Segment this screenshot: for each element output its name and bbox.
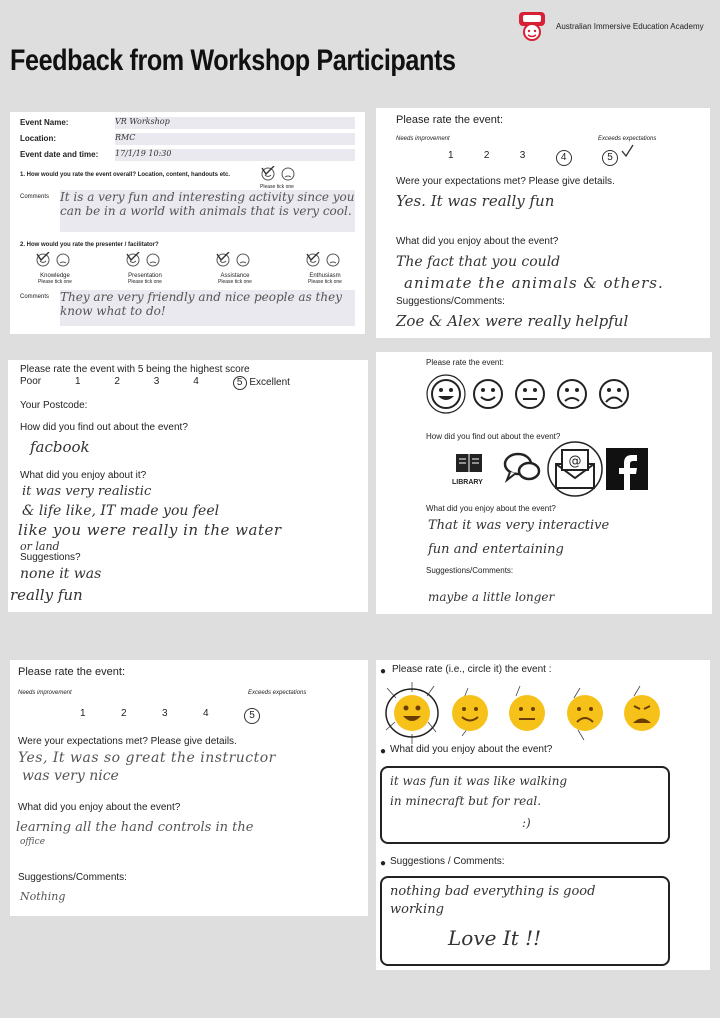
- rate-title: Please rate the event:: [426, 358, 504, 367]
- exceeds-expectations: Exceeds expectations: [598, 136, 657, 142]
- scale-1: 1: [448, 150, 454, 161]
- suggestions-answer: maybe a little longer: [428, 590, 555, 604]
- emoji-very-sad: [624, 695, 660, 731]
- rate-title: Please rate the event:: [18, 666, 126, 678]
- scale-4-circled: 4: [556, 150, 572, 166]
- page-title: Feedback from Workshop Participants: [10, 44, 456, 77]
- feedback-form-2: [376, 108, 710, 338]
- category-label: Assistance: [220, 273, 250, 279]
- facebook-icon: [606, 448, 648, 490]
- rating-faces-icon: [426, 374, 646, 414]
- academy-logo-icon: [515, 8, 551, 42]
- speech-bubbles-icon: [502, 450, 542, 486]
- enjoy-question: What did you enjoy about the event?: [426, 504, 556, 513]
- suggestions-answer-line-2: really fun: [10, 586, 83, 604]
- scale-5-circled: 5: [233, 376, 247, 390]
- emoji-neutral: [509, 695, 545, 731]
- feedback-form-6: [376, 660, 710, 970]
- scale-4: 4: [203, 708, 209, 719]
- bullet-icon: ●: [380, 858, 387, 869]
- check-mark-icon: [620, 144, 634, 158]
- face-very-sad: [600, 380, 628, 408]
- suggestions-answer: Nothing: [20, 890, 66, 903]
- suggestions-answer-line-1: nothing bad everything is good: [390, 884, 596, 899]
- suggestions-answer-box: [380, 876, 670, 966]
- rate-title: Please rate the event:: [396, 114, 504, 126]
- tick-one: Please tick one: [38, 279, 72, 285]
- face-happy: [474, 380, 502, 408]
- date-label: Event date and time:: [20, 150, 99, 159]
- scale-3: 3: [162, 708, 168, 719]
- question-2: 2. How would you rate the presenter / facilitator?: [20, 242, 159, 248]
- suggestions-answer: Zoe & Alex were really helpful: [396, 312, 629, 330]
- rating-knowledge: [25, 252, 85, 285]
- enjoy-answer-line-1: That it was very interactive: [428, 518, 610, 533]
- happy-sad-faces-icon: [125, 252, 165, 268]
- needs-improvement: Needs improvement: [18, 690, 72, 696]
- enjoy-answer-line-2: fun and entertaining: [428, 542, 564, 557]
- postcode-label: Your Postcode:: [20, 400, 88, 411]
- enjoy-answer-line-4: or land: [20, 540, 60, 553]
- scale-3: 3: [519, 150, 526, 161]
- find-question: How did you find out about the event?: [20, 422, 188, 433]
- enjoy-question: What did you enjoy about the event?: [18, 802, 181, 813]
- enjoy-answer-line-2: & life like, IT made you feel: [22, 503, 220, 519]
- scale-2: 2: [483, 150, 490, 161]
- expectations-answer-line-1: Yes, It was so great the instructor: [18, 750, 276, 766]
- enjoy-answer-line-2: in minecraft but for real.: [390, 794, 542, 808]
- enjoy-answer-line-3: :): [522, 816, 531, 830]
- needs-improvement: Needs improvement: [396, 136, 450, 142]
- rating-presentation: [115, 252, 175, 285]
- feedback-form-1: [10, 112, 365, 334]
- scale-2: 2: [114, 376, 120, 387]
- suggestions-question: Suggestions/Comments:: [426, 566, 514, 575]
- enjoy-answer-line-1: it was fun it was like walking: [390, 774, 568, 788]
- tick-one: Please tick one: [218, 279, 252, 285]
- category-label: Enthusiasm: [309, 273, 341, 279]
- rating-assistance: [205, 252, 265, 285]
- suggestions-question: Suggestions?: [20, 552, 81, 563]
- tick-one: Please tick one: [128, 279, 162, 285]
- presenter-ratings: [25, 252, 355, 285]
- rating-scale: [448, 150, 618, 166]
- category-label: Presentation: [128, 273, 162, 279]
- rating-scale: [20, 376, 290, 390]
- email-envelope-icon: [546, 440, 604, 498]
- expectations-answer-line-2: was very nice: [22, 768, 119, 784]
- enjoy-answer-box: [380, 766, 670, 844]
- face-very-happy: [432, 380, 460, 408]
- library-book-icon: [454, 452, 484, 474]
- rating-scale: [80, 708, 260, 724]
- tick-one: Please tick one: [308, 279, 342, 285]
- rate-title: Please rate (i.e., circle it) the event :: [392, 664, 552, 675]
- exceeds-expectations: Exceeds expectations: [248, 690, 307, 696]
- location-label: Location:: [20, 134, 56, 143]
- scale-5-circled: 5: [602, 150, 618, 166]
- svg-text:@: @: [568, 454, 582, 469]
- enjoy-answer-line-1: it was very realistic: [22, 484, 152, 499]
- scale-2: 2: [121, 708, 127, 719]
- poor-label: Poor: [20, 376, 42, 387]
- enjoy-question: What did you enjoy about it?: [20, 470, 147, 481]
- question-1: 1. How would you rate the event overall? Location, content, handouts etc.: [20, 172, 231, 178]
- expectations-question: Were your expectations met? Please give details.: [18, 736, 237, 747]
- emoji-very-happy: [394, 695, 430, 731]
- enjoy-answer-line-1: learning all the hand controls in the: [16, 820, 254, 835]
- enjoy-answer-line-1: The fact that you could: [396, 254, 561, 270]
- suggestions-question: Suggestions/Comments:: [396, 296, 505, 307]
- enjoy-answer-line-2: animate the animals & others.: [404, 274, 664, 292]
- bullet-icon: ●: [380, 746, 387, 757]
- scale-3: 3: [153, 376, 160, 387]
- rating-enthusiasm: [295, 252, 355, 285]
- tick-one-1: Please tick one: [260, 184, 294, 190]
- location-value: RMC: [115, 133, 355, 145]
- emoji-rating-icon: [382, 678, 672, 750]
- comment-2: They are very friendly and nice people as they know what to do!: [60, 290, 355, 326]
- comment-1: It is a very fun and interesting activity since you can be in a world with animals that is very cool.: [60, 190, 355, 232]
- expectations-question: Were your expectations met? Please give details.: [396, 176, 615, 187]
- enjoy-question: What did you enjoy about the event?: [396, 236, 559, 247]
- category-label: Knowledge: [40, 273, 70, 279]
- brand-name: Australian Immersive Education Academy: [556, 22, 704, 31]
- event-name-value: VR Workshop: [115, 117, 355, 129]
- happy-sad-faces-icon: [215, 252, 255, 268]
- scale-1: 1: [80, 708, 86, 719]
- enjoy-question: What did you enjoy about the event?: [390, 744, 553, 755]
- comments-label-1: Comments: [20, 194, 50, 200]
- happy-sad-faces-icon: [35, 252, 75, 268]
- scale-1: 1: [74, 376, 81, 387]
- enjoy-answer-line-3: like you were really in the water: [18, 521, 282, 539]
- face-sad: [558, 380, 586, 408]
- comments-label-2: Comments: [20, 294, 50, 300]
- event-name-label: Event Name:: [20, 118, 69, 127]
- bullet-icon: ●: [380, 666, 387, 677]
- happy-sad-faces-icon: [260, 166, 300, 182]
- suggestions-question: Suggestions / Comments:: [390, 856, 505, 867]
- scale-4: 4: [193, 376, 199, 387]
- rate-title: Please rate the event with 5 being the highest score: [20, 364, 250, 375]
- enjoy-answer-line-2: office: [20, 837, 46, 847]
- emoji-sad: [567, 695, 603, 731]
- scale-5-circled: 5: [244, 708, 260, 724]
- suggestions-question: Suggestions/Comments:: [18, 872, 127, 883]
- suggestions-answer-line-2: working: [390, 902, 444, 917]
- suggestions-answer-line-1: none it was: [20, 566, 102, 582]
- emoji-happy: [452, 695, 488, 731]
- date-value: 17/1/19 10:30: [115, 149, 355, 161]
- find-question: How did you find out about the event?: [426, 432, 561, 441]
- feedback-form-4: [376, 352, 712, 614]
- happy-sad-faces-icon: [305, 252, 345, 268]
- face-neutral: [516, 380, 544, 408]
- feedback-form-3: [8, 360, 368, 612]
- library-label: LIBRARY: [452, 479, 483, 486]
- excellent-label: Excellent: [249, 377, 290, 388]
- feedback-form-5: [10, 660, 368, 916]
- suggestions-answer-line-3: Love It !!: [448, 926, 542, 950]
- find-answer: facbook: [30, 438, 90, 456]
- expectations-answer: Yes. It was really fun: [396, 192, 555, 210]
